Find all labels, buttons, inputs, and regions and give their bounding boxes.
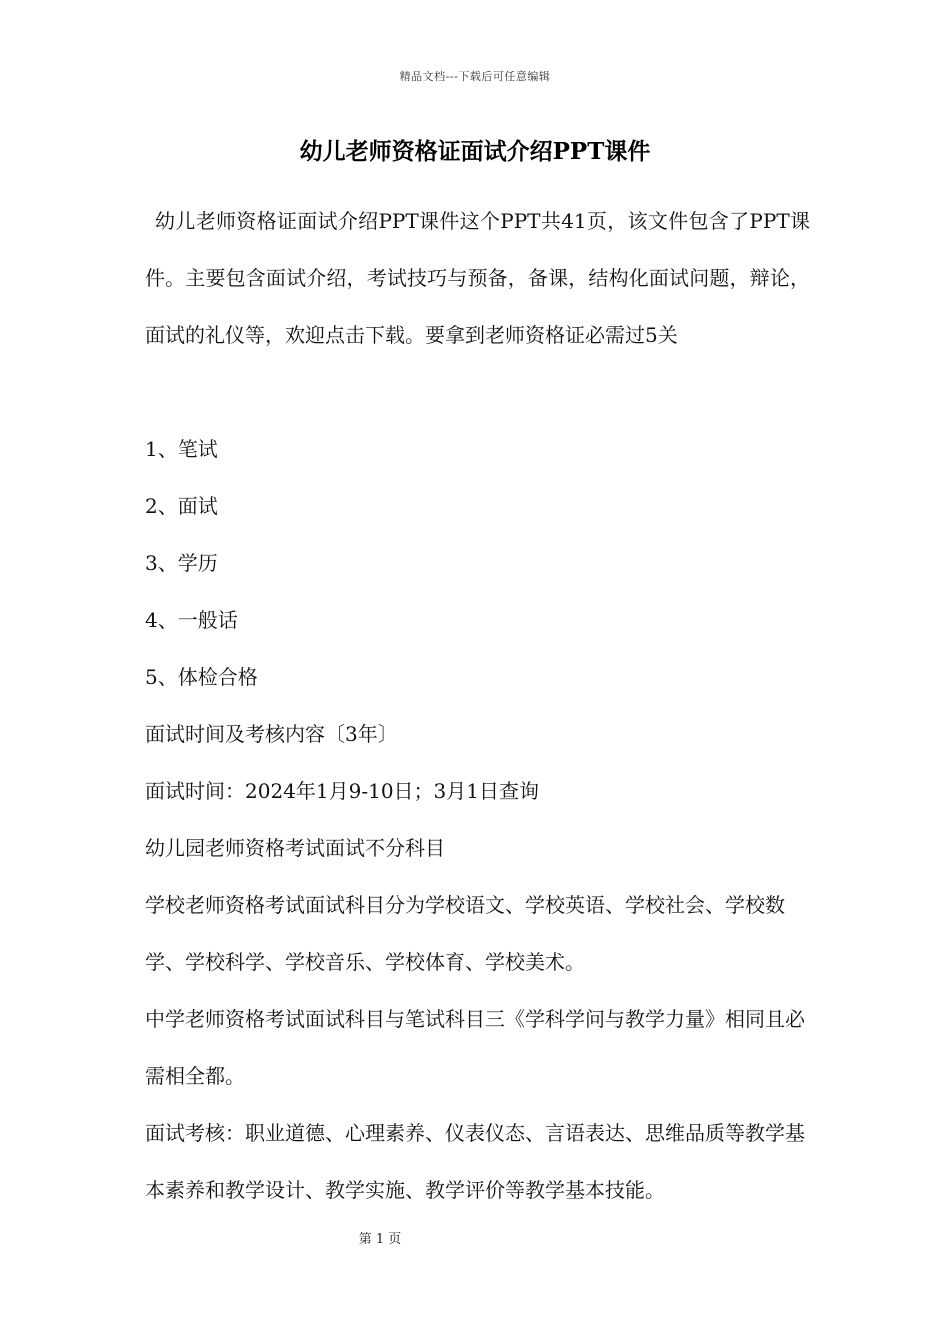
kindergarten-subject-line: 幼儿园老师资格考试面试不分科目	[145, 836, 445, 860]
interview-schedule-heading: 面试时间及考核内容〔3年〕	[145, 722, 398, 746]
interview-time-line: 面试时间：2024年1月9-10日；3月1日查询	[145, 779, 540, 803]
primary-subjects-paragraph: 学校老师资格考试面试科目分为学校语文、学校英语、学校社会、学校数学、学校科学、学校音乐、学校体育、学校美术。	[145, 893, 785, 974]
list-item-interview: 2、面试	[145, 494, 218, 518]
list-item-education: 3、学历	[145, 551, 218, 575]
page-number: 第 1 页	[358, 1232, 402, 1247]
list-item-written-exam: 1、笔试	[145, 437, 218, 461]
secondary-subjects-paragraph: 中学老师资格考试面试科目与笔试科目三《学科学问与教学力量》相同且必需相全都。	[145, 1007, 805, 1088]
document-title: 幼儿老师资格证面试介绍PPT课件	[299, 138, 651, 165]
list-item-health-check: 5、体检合格	[145, 665, 258, 689]
list-item-mandarin: 4、一般话	[145, 608, 238, 632]
intro-paragraph: 幼儿老师资格证面试介绍PPT课件这个PPT共41页，该文件包含了PPT课件。主要包含面试介绍，考试技巧与预备，备课，结构化面试问题，辩论，面试的礼仪等，欢迎点击下载。要拿到老师资格证必需过5关	[145, 209, 810, 347]
content-lines	[145, 421, 810, 1219]
header-note: 精品文档---下载后可任意编辑	[399, 70, 551, 83]
interview-assessment-paragraph: 面试考核：职业道德、心理素养、仪表仪态、言语表达、思维品质等教学基本素养和教学设计、教学实施、教学评价等教学基本技能。	[145, 1121, 805, 1202]
